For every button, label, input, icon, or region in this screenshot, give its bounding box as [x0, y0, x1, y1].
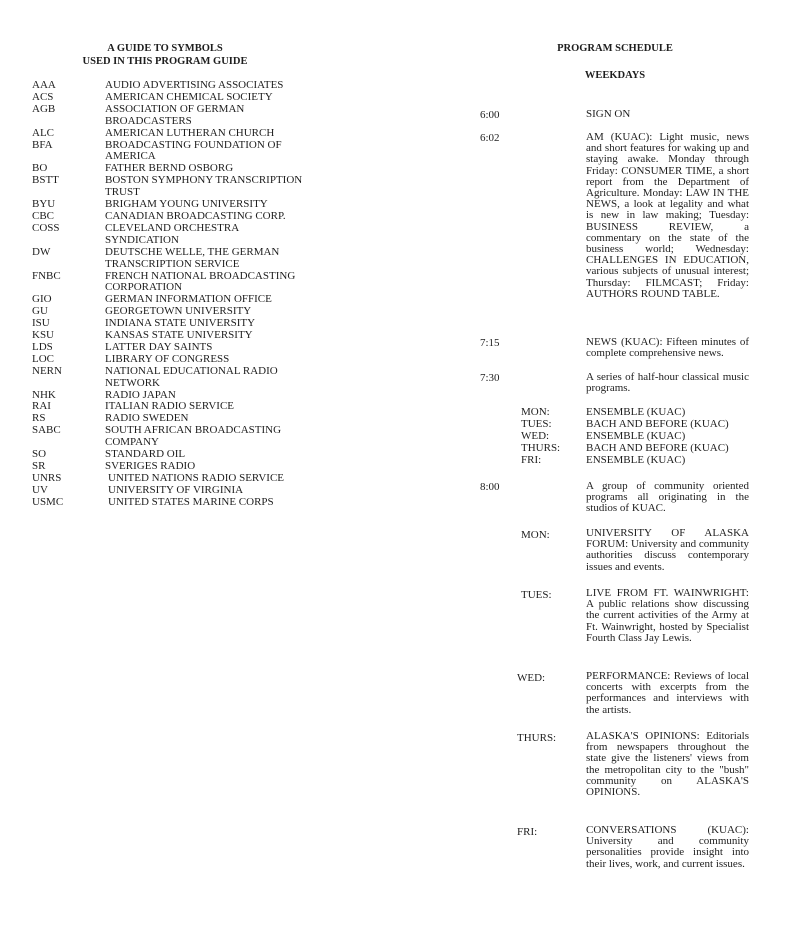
- time-730: 7:30: [480, 372, 500, 384]
- symbol-abbreviation: BYU: [32, 198, 56, 211]
- program-730-desc: A series of half-hour classical music programs.: [586, 371, 749, 395]
- symbol-name: CANADIAN BROADCASTING CORP.: [105, 209, 286, 222]
- time-600: 6:00: [480, 109, 500, 121]
- symbol-abbreviation: SABC: [32, 424, 61, 437]
- symbol-abbreviation: NHK: [32, 388, 56, 401]
- symbol-name: SVERIGES RADIO: [105, 460, 196, 472]
- symbol-name: ITALIAN RADIO SERVICE: [105, 400, 235, 413]
- symbols-guide-title-line2: USED IN THIS PROGRAM GUIDE: [82, 56, 248, 67]
- program-800-fri-desc: CONVERSATIONS (KUAC): University and community personalities provide insight into their lives, work, and current issues.: [586, 824, 749, 870]
- program-730-titles: [586, 407, 729, 467]
- symbol-name: NETWORK: [105, 376, 160, 389]
- symbol-name: AMERICAN CHEMICAL SOCIETY: [105, 90, 273, 103]
- symbol-abbreviation: [32, 259, 105, 271]
- symbol-name: ASSOCIATION OF GERMAN: [105, 102, 245, 115]
- symbol-name: RADIO SWEDEN: [105, 412, 189, 425]
- symbol-row: [32, 485, 332, 497]
- symbol-abbreviation: SR: [32, 460, 46, 472]
- day-label-tues: TUES:: [521, 589, 552, 601]
- symbol-name: BROADCASTERS: [105, 114, 192, 127]
- symbol-abbreviation: GIO: [32, 293, 52, 306]
- symbols-guide-title: [60, 42, 270, 68]
- symbol-name: GERMAN INFORMATION OFFICE: [105, 293, 272, 306]
- symbol-abbreviation: BO: [32, 162, 48, 175]
- symbol-name: CORPORATION: [105, 281, 183, 294]
- program-title: ENSEMBLE (KUAC): [586, 453, 686, 466]
- program-title: ENSEMBLE (KUAC): [586, 406, 686, 418]
- symbols-guide-title-line1: A GUIDE TO SYMBOLS: [107, 43, 223, 54]
- symbol-row: [32, 104, 332, 116]
- program-800-desc: A group of community oriented programs all originating in the studios of KUAC.: [586, 480, 749, 515]
- symbol-abbreviation: ISU: [32, 317, 50, 330]
- symbol-name: AMERICA: [105, 150, 156, 163]
- symbol-abbreviation: COSS: [32, 221, 60, 234]
- symbol-name: RADIO JAPAN: [105, 388, 176, 401]
- schedule-title: PROGRAM SCHEDULE: [557, 43, 673, 54]
- day-label: MON:: [521, 406, 550, 418]
- symbol-name: BOSTON SYMPHONY TRANSCRIPTION: [105, 174, 303, 187]
- symbol-abbreviation: ACS: [32, 90, 54, 103]
- symbol-abbreviation: UV: [32, 483, 48, 496]
- symbol-abbreviation: RS: [32, 412, 46, 425]
- symbol-abbreviation: CBC: [32, 209, 55, 222]
- symbol-name: FRENCH NATIONAL BROADCASTING: [105, 269, 296, 282]
- symbol-row: [32, 259, 332, 271]
- symbol-row: [32, 116, 332, 128]
- time-800: 8:00: [480, 481, 500, 493]
- symbol-name: STANDARD OIL: [105, 448, 186, 461]
- program-600-desc: SIGN ON: [586, 108, 631, 120]
- program-title: BACH AND BEFORE (KUAC): [586, 417, 729, 430]
- symbol-abbreviation: GU: [32, 305, 48, 318]
- day-label: TUES:: [521, 417, 552, 430]
- symbol-row: [32, 497, 332, 509]
- symbol-abbreviation: AGB: [32, 102, 56, 115]
- symbol-abbreviation: FNBC: [32, 269, 61, 282]
- symbol-abbreviation: LOC: [32, 352, 54, 365]
- day-label: THURS:: [521, 441, 561, 454]
- symbol-abbreviation: SO: [32, 448, 47, 461]
- symbol-name: UNITED STATES MARINE CORPS: [108, 495, 274, 508]
- day-label-thurs: THURS:: [517, 732, 557, 744]
- symbol-abbreviation: ALC: [32, 126, 54, 139]
- symbol-name: UNIVERSITY OF VIRGINIA: [108, 483, 244, 496]
- symbol-name: NATIONAL EDUCATIONAL RADIO: [105, 364, 278, 377]
- symbol-name: CLEVELAND ORCHESTRA: [105, 221, 240, 234]
- symbol-name: FATHER BERND OSBORG: [105, 162, 234, 175]
- symbol-abbreviation: UNRS: [32, 471, 62, 484]
- symbol-name: BRIGHAM YOUNG UNIVERSITY: [105, 198, 268, 211]
- symbol-row: [32, 223, 332, 235]
- schedule-subtitle: WEEKDAYS: [584, 70, 646, 81]
- symbol-name: KANSAS STATE UNIVERSITY: [105, 329, 253, 342]
- symbol-row: [32, 235, 332, 247]
- day-label-wed: WED:: [517, 672, 546, 684]
- symbol-name: INDIANA STATE UNIVERSITY: [105, 317, 256, 330]
- symbol-row: [32, 247, 332, 259]
- symbol-name: SOUTH AFRICAN BROADCASTING: [105, 424, 282, 437]
- symbol-row: [32, 140, 332, 152]
- program-800-tues-desc: LIVE FROM FT. WAINWRIGHT: A public relations show discussing the current activities of the Army at Ft. Wainwright, hosted by Specialist Fourth Class Jay Lewis.: [586, 587, 749, 644]
- symbol-row: [32, 366, 332, 378]
- symbol-name: UNITED NATIONS RADIO SERVICE: [108, 471, 285, 484]
- symbol-name: BROADCASTING FOUNDATION OF: [105, 138, 282, 151]
- program-800-mon-desc: UNIVERSITY OF ALASKA FORUM: University and community authorities discuss contemporary issues and events.: [586, 527, 749, 573]
- symbol-abbreviation: BFA: [32, 138, 53, 151]
- day-label: FRI:: [521, 453, 542, 466]
- program-title: BACH AND BEFORE (KUAC): [586, 441, 729, 454]
- symbol-abbreviation: [32, 116, 105, 128]
- program-800-thurs-desc: ALASKA'S OPINIONS: Editorials from newspapers throughout the state give the listeners' views from the metropolitan city to the "bush" community on ALASKA'S OPINIONS.: [586, 730, 749, 799]
- symbol-name: AMERICAN LUTHERAN CHURCH: [105, 126, 275, 139]
- time-715: 7:15: [480, 337, 500, 349]
- symbol-name: GEORGETOWN UNIVERSITY: [105, 305, 252, 318]
- symbol-abbreviation: NERN: [32, 364, 62, 377]
- symbol-abbreviation: USMC: [32, 495, 64, 508]
- program-800-wed-desc: PERFORMANCE: Reviews of local concerts with excerpts from the performances and interviews with the artists.: [586, 670, 749, 716]
- symbol-abbreviation: DW: [32, 245, 51, 258]
- symbol-abbreviation: [32, 235, 105, 247]
- program-title: ENSEMBLE (KUAC): [586, 429, 686, 442]
- symbol-abbreviation: RAI: [32, 400, 51, 413]
- symbol-abbreviation: AAA: [32, 79, 56, 91]
- symbol-name: SYNDICATION: [105, 233, 179, 246]
- symbol-row: [32, 425, 332, 437]
- day-label: WED:: [521, 429, 550, 442]
- symbol-abbreviation: KSU: [32, 329, 55, 342]
- symbol-row: [32, 175, 332, 187]
- symbol-name: LIBRARY OF CONGRESS: [105, 352, 230, 365]
- program-715-desc: NEWS (KUAC): Fifteen minutes of complete comprehensive news.: [586, 336, 749, 360]
- symbol-row: [32, 378, 332, 390]
- symbol-name: TRUST: [105, 186, 140, 199]
- symbol-name: TRANSCRIPTION SERVICE: [105, 257, 240, 270]
- symbol-abbreviation: LDS: [32, 340, 53, 353]
- symbol-name: DEUTSCHE WELLE, THE GERMAN: [105, 245, 280, 258]
- time-602: 6:02: [480, 132, 500, 144]
- program-730-days: [521, 407, 560, 467]
- symbols-list: [32, 80, 332, 509]
- symbol-row: [32, 128, 332, 140]
- program-602-desc: AM (KUAC): Light music, news and short features for waking up and staying awake. Monday through Friday: CONSUMER TIME, a short report from the Department of Agriculture. Monday: LAW IN THE NEWS, a look at legality and what is new in law making; Tuesday: BUSINESS REVIEW, a commentary on the state of the business world; Wednesday: CHALLENGES IN EDUCATION, various subjects of unusual interest; Thursday: FILMCAST; Friday: AUTHORS ROUND TABLE.: [586, 131, 749, 300]
- symbol-name: LATTER DAY SAINTS: [105, 340, 213, 353]
- symbol-row: [32, 271, 332, 283]
- day-label-fri: FRI:: [517, 826, 538, 838]
- symbol-row: [32, 354, 332, 366]
- symbol-name: AUDIO ADVERTISING ASSOCIATES: [105, 79, 284, 91]
- day-label-mon: MON:: [521, 529, 550, 541]
- symbol-abbreviation: [32, 378, 105, 390]
- symbol-abbreviation: BSTT: [32, 174, 59, 187]
- symbol-name: COMPANY: [105, 436, 160, 449]
